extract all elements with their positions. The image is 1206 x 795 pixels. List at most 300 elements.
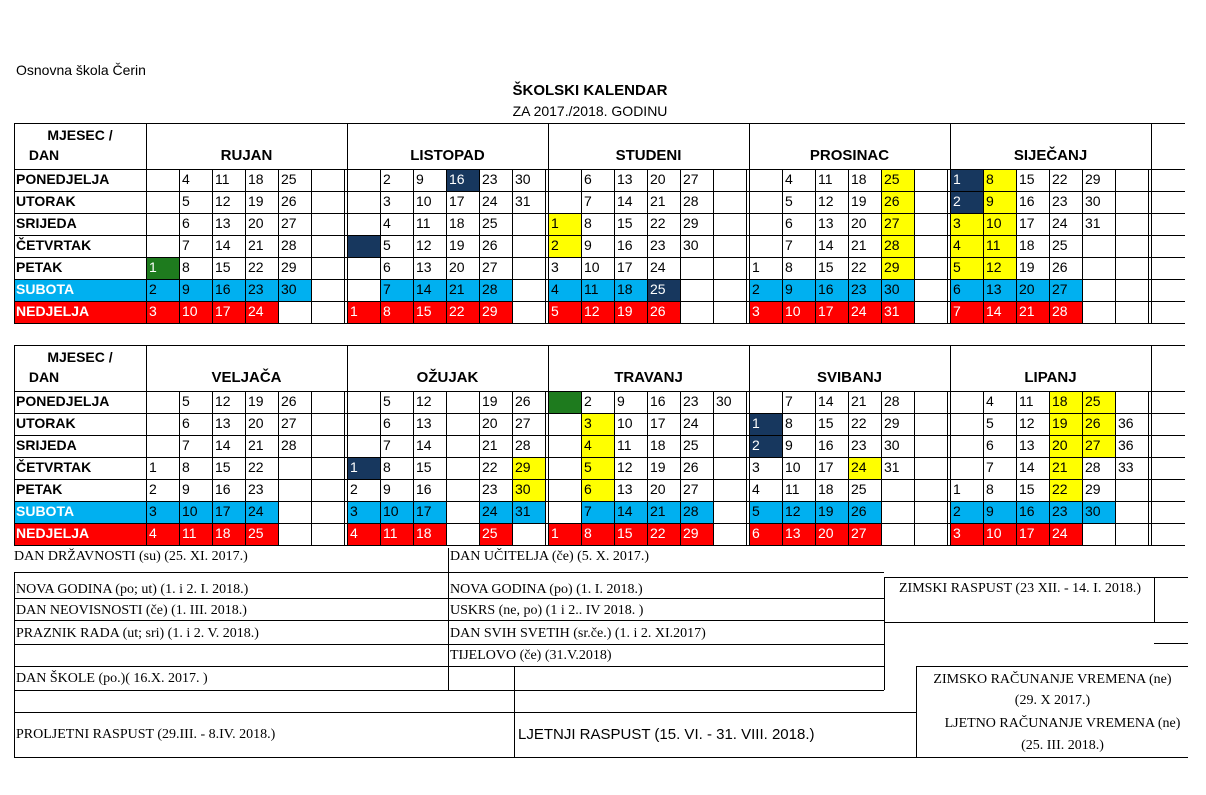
empty-cell — [1115, 257, 1148, 279]
day-cell: 10 — [785, 459, 801, 475]
day-name-6: NEDJELJA — [14, 301, 146, 323]
day-cell: 12 — [215, 393, 231, 409]
day-name-6: NEDJELJA — [14, 523, 146, 545]
empty-cell — [1115, 501, 1148, 523]
month-name-3: SVIBANJ — [816, 369, 883, 386]
empty-cell — [713, 169, 746, 191]
empty-cell — [881, 523, 914, 545]
day-cell: 16 — [416, 481, 432, 497]
empty-cell — [347, 169, 380, 191]
day-cell: 29 — [512, 457, 545, 479]
day-cell: 19 — [482, 393, 498, 409]
day-cell: 1 — [548, 523, 581, 545]
day-cell: 3 — [146, 501, 179, 523]
empty-cell — [950, 413, 983, 435]
empty-cell — [881, 501, 914, 523]
day-cell: 30 — [884, 437, 900, 453]
day-cell: 28 — [479, 279, 512, 301]
empty-cell — [713, 213, 746, 235]
day-cell: 28 — [1085, 459, 1101, 475]
empty-cell — [749, 191, 782, 213]
day-cell: 10 — [584, 259, 600, 275]
day-cell: 17 — [449, 193, 465, 209]
month-name-1: OŽUJAK — [416, 369, 479, 386]
empty-cell — [311, 301, 344, 323]
day-name-2: SRIJEDA — [16, 437, 77, 453]
day-cell: 17 — [212, 301, 245, 323]
day-cell: 25 — [851, 481, 867, 497]
day-cell: 20 — [851, 215, 867, 231]
day-cell: 6 — [182, 415, 190, 431]
day-cell: 4 — [548, 279, 581, 301]
day-name-1: UTORAK — [16, 415, 76, 431]
day-cell: 8 — [380, 301, 413, 323]
day-cell: 4 — [581, 435, 614, 457]
day-cell: 14 — [983, 301, 1016, 323]
day-cell: 21 — [248, 437, 264, 453]
day-cell: 31 — [881, 301, 914, 323]
empty-cell — [914, 435, 947, 457]
day-cell: 28 — [683, 193, 699, 209]
day-cell: 19 — [614, 301, 647, 323]
day-cell: 36 — [1118, 437, 1134, 453]
day-cell: 18 — [248, 171, 264, 187]
empty-cell — [713, 523, 746, 545]
day-cell: 26 — [1052, 259, 1068, 275]
day-cell: 21 — [851, 393, 867, 409]
day-cell: 3 — [383, 193, 391, 209]
empty-cell — [146, 191, 179, 213]
note-dan-neovisnosti: DAN NEOVISNOSTI (če) (1. III. 2018.) — [16, 603, 247, 618]
empty-cell — [548, 191, 581, 213]
day-cell: 6 — [785, 215, 793, 231]
day-cell: 31 — [512, 501, 545, 523]
day-cell: 14 — [818, 237, 834, 253]
day-cell: 12 — [416, 393, 432, 409]
empty-cell — [311, 279, 344, 301]
day-cell: 11 — [215, 171, 230, 187]
calendar-title: ŠKOLSKI KALENDAR — [512, 82, 668, 99]
note-dan-svih-svetih: DAN SVIH SVETIH (sr.če.) (1. i 2. XI.2017) — [450, 626, 706, 641]
month-name-2: STUDENI — [615, 147, 682, 164]
day-name-5: SUBOTA — [14, 501, 146, 523]
empty-cell — [713, 235, 746, 257]
month-name-0: RUJAN — [220, 147, 273, 164]
empty-cell — [1082, 301, 1115, 323]
day-cell: 13 — [215, 415, 231, 431]
day-cell: 18 — [212, 523, 245, 545]
day-cell: 23 — [245, 279, 278, 301]
empty-cell — [278, 501, 311, 523]
day-cell: 4 — [347, 523, 380, 545]
day-cell: 30 — [1082, 501, 1115, 523]
empty-cell — [713, 479, 746, 501]
day-cell: 23 — [482, 171, 498, 187]
empty-cell — [914, 235, 947, 257]
day-cell: 9 — [983, 501, 1016, 523]
day-cell: 18 — [1019, 237, 1035, 253]
day-cell: 8 — [986, 481, 994, 497]
empty-cell — [278, 479, 311, 501]
day-cell: 29 — [881, 257, 914, 279]
empty-cell — [713, 413, 746, 435]
empty-cell — [950, 435, 983, 457]
empty-cell — [311, 235, 344, 257]
day-cell: 18 — [614, 279, 647, 301]
empty-cell — [1082, 257, 1115, 279]
day-cell: 5 — [182, 393, 190, 409]
day-cell: 3 — [551, 259, 559, 275]
empty-cell — [278, 301, 311, 323]
day-cell: 15 — [614, 523, 647, 545]
empty-cell — [713, 501, 746, 523]
empty-cell — [914, 457, 947, 479]
day-cell: 27 — [683, 481, 699, 497]
empty-cell — [512, 301, 545, 323]
day-cell: 24 — [245, 501, 278, 523]
empty-cell — [311, 413, 344, 435]
empty-cell — [446, 523, 479, 545]
empty-cell — [311, 479, 344, 501]
day-cell: 14 — [818, 393, 834, 409]
day-name-5: SUBOTA — [14, 279, 146, 301]
day-cell: 27 — [515, 415, 531, 431]
day-cell: 3 — [347, 501, 380, 523]
day-cell: 28 — [281, 437, 297, 453]
day-cell: 14 — [215, 437, 231, 453]
empty-cell — [1115, 213, 1148, 235]
note-praznik-rada: PRAZNIK RADA (ut; sri) (1. i 2. V. 2018.) — [16, 626, 259, 641]
empty-cell — [512, 257, 545, 279]
day-cell: 5 — [383, 393, 391, 409]
month-name-4: SIJEČANJ — [1013, 147, 1088, 164]
day-cell: 22 — [851, 415, 867, 431]
empty-cell — [548, 501, 581, 523]
empty-cell — [311, 169, 344, 191]
empty-cell — [347, 279, 380, 301]
day-cell: 3 — [581, 413, 614, 435]
day-cell: 28 — [881, 235, 914, 257]
day-cell: 29 — [281, 259, 297, 275]
day-cell: 29 — [479, 301, 512, 323]
day-cell: 21 — [647, 501, 680, 523]
day-cell: 16 — [815, 279, 848, 301]
day-cell: 17 — [413, 501, 446, 523]
note-tijelovo: TIJELOVO (če) (31.V.2018) — [450, 648, 612, 663]
empty-cell — [1115, 235, 1148, 257]
day-cell: 3 — [146, 301, 179, 323]
day-cell: 11 — [1019, 393, 1034, 409]
day-cell: 4 — [950, 235, 983, 257]
day-cell: 10 — [617, 415, 633, 431]
day-cell: 33 — [1118, 459, 1134, 475]
day-cell: 19 — [650, 459, 666, 475]
day-cell: 8 — [785, 415, 793, 431]
day-cell: 27 — [1049, 279, 1082, 301]
day-cell: 7 — [182, 237, 190, 253]
day-cell: 16 — [215, 481, 231, 497]
day-cell: 17 — [1019, 215, 1035, 231]
day-cell: 12 — [416, 237, 432, 253]
day-cell: 16 — [1016, 501, 1049, 523]
day-cell: 11 — [785, 481, 800, 497]
header-label-day: DAN — [28, 147, 60, 163]
day-name-0: PONEDJELJA — [16, 171, 110, 187]
day-cell: 2 — [146, 279, 179, 301]
day-cell: 5 — [581, 457, 614, 479]
day-cell: 28 — [680, 501, 713, 523]
empty-cell — [446, 391, 479, 413]
day-cell: 28 — [281, 237, 297, 253]
day-cell: 11 — [983, 235, 1016, 257]
day-cell: 13 — [782, 523, 815, 545]
day-cell: 21 — [851, 237, 867, 253]
day-cell: 9 — [416, 171, 424, 187]
day-cell: 36 — [1118, 415, 1134, 431]
day-cell: 25 — [683, 437, 699, 453]
day-name-4: PETAK — [16, 481, 63, 497]
empty-cell — [311, 435, 344, 457]
empty-cell — [548, 413, 581, 435]
empty-cell — [548, 457, 581, 479]
day-cell: 25 — [482, 215, 498, 231]
empty-cell — [914, 413, 947, 435]
day-cell: 19 — [248, 193, 264, 209]
empty-cell — [749, 391, 782, 413]
day-cell: 1 — [950, 169, 983, 191]
day-cell: 22 — [248, 259, 264, 275]
day-cell: 13 — [215, 215, 231, 231]
day-cell: 8 — [383, 459, 391, 475]
empty-cell — [548, 479, 581, 501]
day-cell: 30 — [1085, 193, 1101, 209]
day-cell: 8 — [581, 523, 614, 545]
day-cell: 21 — [1016, 301, 1049, 323]
month-name-2: TRAVANJ — [614, 369, 683, 386]
day-cell: 5 — [383, 237, 391, 253]
empty-cell — [311, 191, 344, 213]
day-cell: 29 — [884, 415, 900, 431]
day-cell: 4 — [182, 171, 190, 187]
day-cell: 11 — [617, 437, 632, 453]
empty-cell — [1082, 523, 1115, 545]
day-cell: 30 — [278, 279, 311, 301]
day-cell: 1 — [347, 457, 380, 479]
day-cell: 9 — [584, 237, 592, 253]
day-cell: 6 — [581, 479, 614, 501]
day-cell: 22 — [482, 459, 498, 475]
header-label-month: MJESEC / — [47, 127, 113, 143]
day-cell: 6 — [584, 171, 592, 187]
day-cell: 3 — [950, 523, 983, 545]
day-cell: 20 — [248, 415, 264, 431]
day-cell: 6 — [950, 279, 983, 301]
empty-cell — [512, 523, 545, 545]
day-cell: 6 — [749, 523, 782, 545]
empty-cell — [347, 213, 380, 235]
day-cell: 22 — [1052, 171, 1068, 187]
day-cell: 31 — [1085, 215, 1101, 231]
day-cell: 12 — [215, 193, 231, 209]
day-cell: 22 — [446, 301, 479, 323]
day-cell: 2 — [149, 481, 157, 497]
day-cell: 15 — [413, 301, 446, 323]
empty-cell — [881, 479, 914, 501]
note-ljetnji-raspust: LJETNJI RASPUST (15. VI. - 31. VIII. 2018.) — [518, 726, 815, 743]
empty-cell — [311, 457, 344, 479]
day-cell: 12 — [983, 257, 1016, 279]
empty-cell — [914, 169, 947, 191]
day-cell: 17 — [212, 501, 245, 523]
empty-cell — [914, 301, 947, 323]
note-dan-ucitelja: DAN UČITELJA (če) (5. X. 2017.) — [450, 549, 650, 564]
day-cell: 20 — [650, 481, 666, 497]
day-cell: 26 — [683, 459, 699, 475]
day-cell: 8 — [584, 215, 592, 231]
day-cell: 27 — [848, 523, 881, 545]
day-cell: 30 — [881, 279, 914, 301]
empty-cell — [347, 257, 380, 279]
note-dan-skole: DAN ŠKOLE (po.)( 16.X. 2017. ) — [16, 671, 208, 686]
empty-cell — [680, 279, 713, 301]
day-cell: 30 — [683, 237, 699, 253]
day-cell: 24 — [848, 457, 881, 479]
day-cell: 21 — [482, 437, 498, 453]
day-cell: 18 — [818, 481, 834, 497]
day-cell: 25 — [245, 523, 278, 545]
day-cell: 16 — [446, 169, 479, 191]
day-cell: 16 — [212, 279, 245, 301]
empty-cell — [680, 257, 713, 279]
day-cell: 23 — [1052, 193, 1068, 209]
day-cell: 9 — [983, 191, 1016, 213]
empty-cell — [680, 301, 713, 323]
day-cell: 13 — [617, 481, 633, 497]
day-cell: 1 — [548, 213, 581, 235]
day-cell: 12 — [1019, 415, 1035, 431]
day-cell: 5 — [785, 193, 793, 209]
day-cell: 13 — [617, 171, 633, 187]
empty-cell — [713, 435, 746, 457]
day-cell: 15 — [818, 259, 834, 275]
header-label-month: MJESEC / — [47, 349, 113, 365]
day-cell: 7 — [785, 393, 793, 409]
day-cell: 20 — [1016, 279, 1049, 301]
day-cell: 5 — [548, 301, 581, 323]
day-cell: 20 — [815, 523, 848, 545]
empty-cell — [311, 523, 344, 545]
note-uskrs: USKRS (ne, po) (1 i 2.. IV 2018. ) — [450, 603, 644, 618]
empty-cell — [749, 169, 782, 191]
day-cell: 30 — [512, 479, 545, 501]
note-nova-godina-2: NOVA GODINA (po) (1. I. 2018.) — [450, 582, 643, 597]
day-cell: 23 — [851, 437, 867, 453]
day-cell: 25 — [881, 169, 914, 191]
day-cell: 4 — [146, 523, 179, 545]
day-cell: 19 — [1049, 413, 1082, 435]
day-cell: 10 — [416, 193, 432, 209]
day-cell: 20 — [482, 415, 498, 431]
empty-cell — [278, 457, 311, 479]
day-cell: 24 — [245, 301, 278, 323]
day-cell: 16 — [1019, 193, 1035, 209]
day-cell: 1 — [752, 259, 760, 275]
note-nova-godina-1: NOVA GODINA (po; ut) (1. i 2. I. 2018.) — [16, 582, 249, 597]
day-cell: 29 — [683, 215, 699, 231]
empty-cell — [1115, 523, 1148, 545]
day-cell: 26 — [647, 301, 680, 323]
day-cell: 20 — [650, 171, 666, 187]
day-cell: 28 — [1049, 301, 1082, 323]
day-cell: 23 — [482, 481, 498, 497]
empty-cell — [914, 257, 947, 279]
empty-cell — [548, 391, 581, 413]
day-cell: 23 — [848, 279, 881, 301]
empty-cell — [1115, 391, 1148, 413]
day-cell: 7 — [182, 437, 190, 453]
empty-cell — [713, 191, 746, 213]
day-cell: 26 — [881, 191, 914, 213]
day-name-3: ČETVRTAK — [16, 237, 92, 253]
day-cell: 23 — [683, 393, 699, 409]
day-cell: 23 — [248, 481, 264, 497]
day-cell: 29 — [680, 523, 713, 545]
day-cell: 26 — [1082, 413, 1115, 435]
day-cell: 24 — [1049, 523, 1082, 545]
day-cell: 7 — [584, 193, 592, 209]
note-ljetno-racunanje: LJETNO RAČUNANJE VREMENA (ne) (25. III. 2018.) — [944, 716, 1181, 753]
day-cell: 17 — [617, 259, 633, 275]
day-cell: 10 — [380, 501, 413, 523]
empty-cell — [749, 213, 782, 235]
day-cell: 23 — [1049, 501, 1082, 523]
day-cell: 9 — [179, 279, 212, 301]
day-cell: 2 — [350, 481, 358, 497]
day-cell: 9 — [617, 393, 625, 409]
calendar-subtitle: ZA 2017./2018. GODINU — [512, 103, 668, 119]
empty-cell — [914, 213, 947, 235]
day-cell: 2 — [749, 279, 782, 301]
day-cell: 27 — [482, 259, 498, 275]
day-cell: 14 — [416, 437, 432, 453]
day-cell: 15 — [1019, 481, 1035, 497]
day-cell: 5 — [950, 257, 983, 279]
day-cell: 14 — [1019, 459, 1035, 475]
day-cell: 9 — [182, 481, 190, 497]
day-cell: 28 — [515, 437, 531, 453]
day-cell: 6 — [986, 437, 994, 453]
day-cell: 30 — [716, 393, 732, 409]
day-cell: 18 — [413, 523, 446, 545]
empty-cell — [512, 235, 545, 257]
day-cell: 5 — [182, 193, 190, 209]
day-cell: 25 — [281, 171, 297, 187]
day-cell: 19 — [851, 193, 867, 209]
empty-cell — [914, 391, 947, 413]
day-cell: 27 — [281, 215, 297, 231]
day-cell: 27 — [1082, 435, 1115, 457]
empty-cell — [1082, 235, 1115, 257]
empty-cell — [1082, 279, 1115, 301]
empty-cell — [914, 191, 947, 213]
day-cell: 21 — [1049, 457, 1082, 479]
day-cell: 9 — [785, 437, 793, 453]
day-cell: 21 — [248, 237, 264, 253]
day-cell: 26 — [281, 393, 297, 409]
day-cell: 17 — [818, 459, 834, 475]
day-cell: 10 — [782, 301, 815, 323]
day-name-0: PONEDJELJA — [16, 393, 110, 409]
